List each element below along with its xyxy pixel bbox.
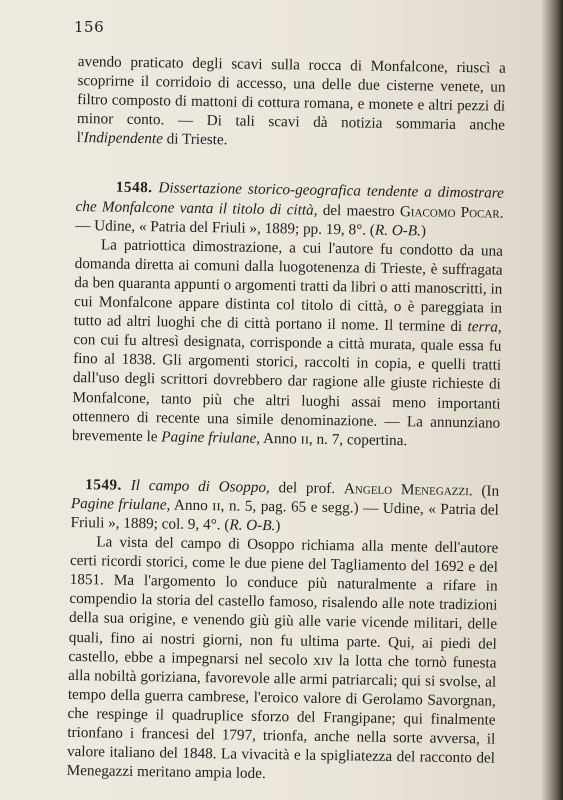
page-number: 156 [74, 18, 105, 36]
entry-1549-pub-italic: Pagine friulane [70, 494, 167, 514]
intro-text: avendo praticato degli scavi sulla rocca di Monfalcone, riuscì a scoprirne il corridoio di accesso, una delle due cisterne venete, un filtro composto di mattoni di cottura romana, e monete e altri pezzi di minor conto. — Di tali scavi dà notizia sommaria anche l' [76, 52, 506, 147]
entry-1548-body-italic2: Pagine friulane [161, 428, 257, 447]
entry-1548-body [72, 235, 503, 452]
entry-1548-body-pre: La patriottica dimostrazione, a cui l'autore fu condotto da una domanda diretta ai comuni dalla luogotenenza di Trieste, è suffragata da ben quaranta appunti o argomenti tratti da libri o atti manoscritti, in cui Monfalcone appare distinta col titolo di città, o è pareggiata in tutto ad altri luoghi che di città portano il nome. Il termine di [73, 236, 504, 336]
entry-1549-code: R. O-B. [229, 516, 276, 535]
entry-1548-heading [75, 177, 504, 241]
entry-1548-author-pre: del maestro [317, 201, 401, 220]
entry-1549-number: 1549. [85, 475, 123, 494]
intro-paragraph [77, 52, 506, 154]
entry-1549-title: Il campo di Osoppo, [130, 476, 270, 496]
entry-1548-number: 1548. [115, 179, 153, 197]
entry-1549-body: La vista del campo di Osoppo richiama alla mente dell'autore certi ricordi storici, come le due piene del Tagliamento del 1692 e del 1851. Ma l'argomento lo conduce più naturalmente a rifare in compendio la storia del castello famoso, risalendo alle note tradizioni della sua origine, e venendo giù giù alle varie vicende militari, delle quali, fino ai nostri giorni, non fu ultima parte. Qui, ai piedi del castello, ebbe a impegnarsi nel secolo xɪv la lotta che tornò funesta alla nobiltà goriziana, favorevole alle armi patriarcali; qui si svolse, al tempo della guerra cambrese, l'eroico valore di Gerolamo Savorgnan, che respinge il quadruplice sforzo del Frangipane; qui finalmente trionfano i francesi del 1797, trionfa, anche nella sorte avversa, il valore italiano del 1848. La vivacità e la spigliatezza del racconto del Menegazzi meritano ampia lode. [66, 533, 499, 783]
book-spine-shadow [541, 0, 563, 800]
entry-1549-author-pre: del prof. [269, 478, 345, 498]
entry-1549-pub-pre: . (In [468, 481, 500, 500]
entry-1548-body-mid: , con cui fu altresì designata, corrisponde a città murata, quale essa fu fino al 1838. Gli argomenti storici, raccolti in copia, e quelli tratti dall'uso degli scrittori dovrebbero dar ragione alle giuste richieste di Monfalcone, tanto più che altri luoghi assai meno importanti ottennero di recente una simile denominazione. — La annunziano brevemente le [71, 318, 502, 446]
entry-1548-body-end: , Anno ɪɪ, n. 7, copertina. [256, 429, 408, 449]
page-text [67, 52, 506, 787]
entry-1548-title: Dissertazione storico-geografica tendente a dimostrare che Monfalcone vanta il titolo di città, [75, 179, 504, 219]
entry-1549-code-end: ) [275, 517, 281, 535]
entry-1548-body-italic: terra [467, 318, 499, 336]
entry-1548-code: R. O-B. [374, 221, 422, 240]
entry-1549-pub-mid: , Anno ɪɪ, n. 5, pag. 65 e segg.) — Udine, « Patria del Friuli », 1889; col. 9, 4°. ( [70, 496, 499, 534]
intro-italic: Indipendente [83, 129, 164, 148]
entry-1548-publication: . — Udine, « Patria del Friuli », 1889; pp. 19, 8°. ( [75, 204, 504, 239]
intro-text-end: di Trieste. [162, 130, 228, 149]
entry-1548-author: Giacomo Pocar [399, 202, 500, 222]
entry-1548-code-end: ) [420, 222, 427, 240]
entry-1549-heading [70, 475, 499, 539]
entry-1549-author: Angelo Menegazzi [343, 480, 469, 499]
